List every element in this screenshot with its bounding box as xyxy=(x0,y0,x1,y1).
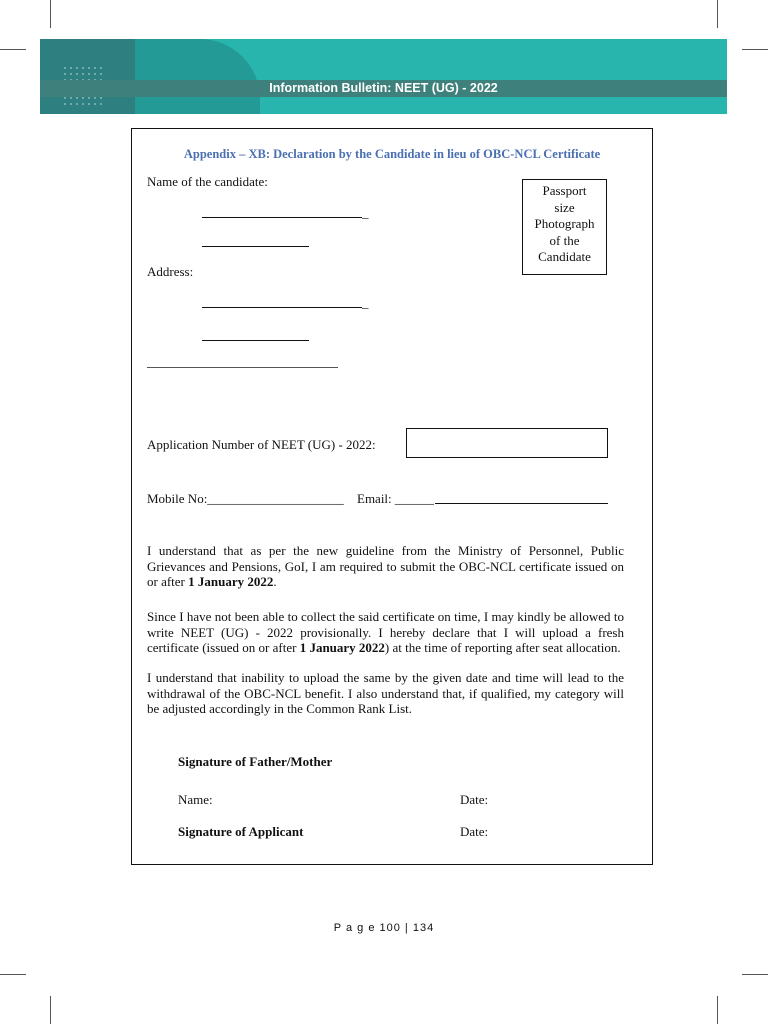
para-bold-date: 1 January 2022 xyxy=(299,640,385,655)
date-label: Date: xyxy=(460,824,489,839)
para-bold-date: 1 January 2022 xyxy=(188,574,274,589)
photo-line: size xyxy=(554,199,575,215)
crop-mark xyxy=(50,0,51,28)
header-banner xyxy=(40,39,727,114)
crop-mark xyxy=(0,974,26,975)
app-number-label: Application Number of NEET (UG) - 2022: xyxy=(147,437,376,452)
photo-line: Passport xyxy=(542,183,587,198)
name-label-2: Name: xyxy=(178,792,213,807)
photo-line: Candidate xyxy=(538,249,591,264)
photo-line: Photograph xyxy=(534,216,595,231)
crop-mark xyxy=(717,0,718,28)
app-number-input[interactable] xyxy=(406,428,608,458)
applicant-signature-label: Signature of Applicant xyxy=(178,824,304,839)
para-text: . xyxy=(273,574,277,589)
crop-mark xyxy=(50,996,51,1024)
crop-mark xyxy=(717,996,718,1024)
underscore-mark: _ xyxy=(362,295,369,310)
name-field-line[interactable] xyxy=(202,217,362,218)
name-field-line[interactable] xyxy=(202,246,309,247)
para-text: Since I have not been able to collect the said certificate on time, I may kindly be allowed to write NEET (UG) - 2022 provisionally. I hereby declare that I will upload a fresh certificate (issued on or after xyxy=(147,609,624,655)
page-number: P a g e 100 | 134 xyxy=(333,922,435,934)
underscore-mark: _ xyxy=(362,205,369,220)
passport-photo-box xyxy=(522,179,607,275)
email-label: Email: ______ xyxy=(357,491,434,506)
address-field-line[interactable] xyxy=(202,340,309,341)
photo-line: of the xyxy=(549,232,580,248)
para-text: ) at the time of reporting after seat allocation. xyxy=(384,640,621,655)
address-label: Address: xyxy=(147,264,194,279)
address-field-line[interactable] xyxy=(202,307,362,308)
mobile-field[interactable]: Mobile No:_____________________ xyxy=(147,491,344,506)
declaration-paragraph-3: I understand that inability to upload the same by the given date and time will lead to the withdrawal of the OBC-NCL benefit. I also understand that, if qualified, my category will be adjusted accordingly in the Common Rank List. xyxy=(147,670,624,716)
name-label: Name of the candidate: xyxy=(147,174,268,189)
parent-signature-label: Signature of Father/Mother xyxy=(178,754,333,769)
form-heading: Appendix – XB: Declaration by the Candidate in lieu of OBC-NCL Certificate xyxy=(183,147,601,161)
bulletin-title: Information Bulletin: NEET (UG) - 2022 xyxy=(269,81,498,95)
declaration-form xyxy=(131,128,653,865)
date-label: Date: xyxy=(460,792,489,807)
crop-mark xyxy=(742,49,768,50)
crop-mark xyxy=(0,49,26,50)
declaration-paragraph-2 xyxy=(147,609,624,656)
email-field-line[interactable] xyxy=(435,503,608,504)
declaration-paragraph-1 xyxy=(147,543,624,590)
crop-mark xyxy=(742,974,768,975)
banner-decoration xyxy=(135,39,260,114)
address-field-line[interactable] xyxy=(147,367,338,368)
para-text: I understand that as per the new guideline from the Ministry of Personnel, Public Grievances and Pensions, GoI, I am required to submit the OBC-NCL certificate issued on or after xyxy=(147,543,624,589)
